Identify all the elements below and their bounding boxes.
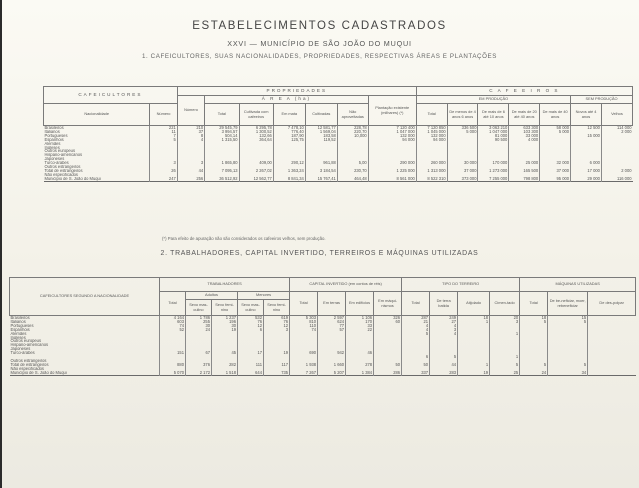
table-cell: 119,52 (305, 138, 337, 142)
col-header: Cultivadas (305, 104, 337, 126)
table-cell: 532 (238, 316, 264, 320)
table1-body (44, 126, 633, 182)
table-cell: 18 (458, 316, 490, 320)
table-cell: 880 (160, 363, 186, 367)
table-cell: 116 000 (601, 177, 632, 181)
table-cell: 1 363,24 (273, 169, 305, 173)
row-label: Ingleses (44, 145, 60, 150)
col-header: Total (290, 292, 318, 316)
table-cell: 2 267,02 (239, 169, 273, 173)
table-cell: 810 (290, 320, 318, 324)
table-cell: 282 (212, 363, 238, 367)
table-cell: 8 (177, 134, 204, 138)
table-cell: 5,00 (337, 161, 368, 165)
col-header: De be-neficiar, moer, rebeneficiar (548, 292, 588, 316)
table-cell: 27 (430, 320, 458, 324)
group-em-producao: EM PRODUÇÃO (416, 96, 570, 104)
row-label: Não especificados (10, 366, 44, 371)
table-cell: 1 047 000 (478, 130, 509, 134)
table-cell: 1 660 (318, 363, 346, 367)
table-cell: 132,66 (239, 134, 273, 138)
table-cell: 278 (346, 363, 374, 367)
table-cell: 19 (458, 371, 490, 375)
table-cell: 5 000 (447, 130, 478, 134)
table-cell: 76 (238, 320, 264, 324)
table-cell: 57 (318, 328, 346, 332)
table-cell: 18 (520, 316, 548, 320)
table-cell: 5 207 (318, 371, 346, 375)
table-trabalhadores-capital (9, 277, 636, 376)
table-cell: 1 (458, 363, 490, 367)
table-cell: 6 000 (571, 161, 602, 165)
table-cell: 12 (264, 324, 290, 328)
col-header: Em máqui-nismos (374, 292, 402, 316)
table-cell: 290,12 (273, 161, 305, 165)
row-label: Hispano-americanos (10, 343, 49, 348)
table-cell: 29 000 (571, 177, 602, 181)
table-cell: 4 (430, 332, 458, 336)
table-cell: 33 (346, 324, 374, 328)
table-cell: 409,00 (239, 161, 273, 165)
table-cell: 3 184,54 (305, 169, 337, 173)
col-header: Sexo femi-nino (212, 300, 238, 316)
section2-heading: 2. TRABALHADORES, CAPITAL INVERTIDO, TERREIROS E MÁQUINAS UTILIZADAS (160, 250, 479, 257)
table-cell: 3 (177, 161, 204, 165)
table-cell: 3 063 210 (478, 126, 509, 130)
table-cell: 3 (150, 161, 177, 165)
group-maquinas: MÁQUINAS UTILIZADAS (520, 278, 636, 292)
row-label: Turco-árabes (44, 161, 69, 166)
table-cell: 1 300,52 (239, 130, 273, 134)
col-header: De mais de 20 até 40 anos (509, 104, 540, 126)
table-cell: 290 000 (368, 161, 416, 165)
table-cell: 44 (177, 169, 204, 173)
table-cell: 464,48 (337, 177, 368, 181)
row-label: Italianos (10, 319, 26, 324)
table-cell: 74 (290, 328, 318, 332)
table-cell: 33 000 (509, 134, 540, 138)
table-cell: 34 (548, 371, 588, 375)
table-cell: 5 000 (540, 130, 571, 134)
col-header: Atijolado (458, 292, 490, 316)
table-cell: 942 (318, 351, 346, 355)
group-propriedades: PROPRIEDADES (177, 87, 416, 96)
table-cell: 6 (238, 328, 264, 332)
table-cell: 644 (238, 371, 264, 375)
col-header: Cultivada com cafeeiros (239, 104, 273, 126)
table-cell: 5 (430, 355, 458, 359)
table-cell: 25 000 (509, 161, 540, 165)
table-cell: 125,75 (273, 138, 305, 142)
group-adultos: Adultos (186, 292, 238, 300)
table-cell: 3 (490, 320, 520, 324)
group-cafeicultores: CAFEICULTORES (44, 87, 178, 104)
table-cell: 283 (430, 371, 458, 375)
row-label: Japoneses (44, 157, 65, 162)
page-title: ESTABELECIMENTOS CADASTRADOS (192, 20, 447, 32)
col-header: Em edifícios (346, 292, 374, 316)
table-cell: 77 (318, 324, 346, 328)
table-cell: 15 (548, 316, 588, 320)
table-cell: 114 000 (601, 126, 632, 130)
table-cell: 76 (264, 320, 290, 324)
table-cell: 37 (177, 130, 204, 134)
table-cell: 12 562,77 (239, 177, 273, 181)
table-cell: 690 (290, 351, 318, 355)
table-cell: 117 (264, 363, 290, 367)
table-cell: 1 047 000 (368, 130, 416, 134)
table-cell: 170 000 (478, 161, 509, 165)
col-header: Em mata (273, 104, 305, 126)
table-cell: 17 (238, 351, 264, 355)
table-cell: 624 (318, 320, 346, 324)
group-capital: CAPITAL INVERTIDO (em contos de réis) (290, 278, 402, 292)
table-cell: 260 000 (416, 161, 447, 165)
table-cell: 30 (212, 324, 238, 328)
col-header: Não aproveitadas (337, 104, 368, 126)
table2-body (10, 316, 636, 376)
table-cell: 32 000 (540, 161, 571, 165)
table-cell: 58 000 (540, 126, 571, 130)
col-header: De terra batida (430, 292, 458, 316)
row-label: Total de estrangeiros (10, 362, 49, 367)
table-cell: 619 (264, 316, 290, 320)
table-cell: 1 315,50 (205, 138, 239, 142)
table-cell: 52 (160, 328, 186, 332)
col-header: CAFEICULTORES SEGUNDO A NACIONALIDADE (10, 278, 160, 316)
row-label: Brasileiros (44, 125, 64, 130)
table-cell: 7 095,13 (205, 169, 239, 173)
table-cell: 336 500 (447, 126, 478, 130)
table-cell: 326 (374, 316, 402, 320)
table-cell: 1 938 (290, 363, 318, 367)
table-cell: 228,78 (337, 126, 368, 130)
row-label: Ingleses (10, 335, 26, 340)
table-cell: 1 045 000 (416, 130, 447, 134)
row-label: Japoneses (10, 347, 31, 352)
row-label: Portugueses (10, 323, 34, 328)
col-header: Total (416, 104, 447, 126)
table-cell: 2 000 (601, 169, 632, 173)
table-cell: 337 (402, 371, 430, 375)
table-cell: 50 (374, 363, 402, 367)
table-cell: 90 500 (478, 138, 509, 142)
page-edge (0, 0, 2, 488)
table-cell: 19 (264, 351, 290, 355)
row-label: Outros europeus (10, 339, 41, 344)
table-cell: 961,88 (305, 161, 337, 165)
table-cell: 17 000 (571, 169, 602, 173)
table-cell: 26 (150, 169, 177, 173)
table-cell: 1 569,04 (305, 130, 337, 134)
table-cell: 8 522 310 (416, 177, 447, 181)
col-header: Cimen-tado (490, 292, 520, 316)
table-cell: 24 (186, 328, 212, 332)
row-label: Turco-árabes (10, 351, 35, 356)
table-cell: 247 (150, 177, 177, 181)
col-header: Nacionalidade (44, 104, 150, 126)
table-cell: 1 106 (346, 316, 374, 320)
col-header: Plantação existente (milhares) (*) (368, 96, 416, 126)
table-cell: 5 (520, 363, 548, 367)
table-cell: 22 (346, 328, 374, 332)
table-cell: 2 597 (318, 316, 346, 320)
table-cell: 74 (160, 324, 186, 328)
table-cell: 21 (402, 320, 430, 324)
table-cell: 255 (186, 320, 212, 324)
table-cell: 2 172 (186, 371, 212, 375)
table-cell: 3 (264, 328, 290, 332)
table-cell: 12 (238, 324, 264, 328)
table-cell: 1 313 000 (416, 169, 447, 173)
table-cell: 4 (430, 324, 458, 328)
table-cell: 4 (177, 138, 204, 142)
table-cell: 5 (402, 332, 430, 336)
table-cell: 5 (150, 138, 177, 142)
table-cell: 376 (186, 363, 212, 367)
table-cell: 286 (374, 371, 402, 375)
group-menores: Menores (238, 292, 290, 300)
row-label: Portugueses (44, 133, 68, 138)
col-header: Em terras (318, 292, 346, 316)
table-cell: 1 (458, 320, 490, 324)
table-cell: 25 (490, 371, 520, 375)
table-cell: 633 300 (509, 126, 540, 130)
col-header: De menos de 4 anos 6 anos (447, 104, 478, 126)
group-cafeeiros: C A F E E I R O S (416, 87, 632, 96)
table-cell: 132 000 (368, 134, 416, 138)
table-cell: 46 (346, 351, 374, 355)
table-cell: 132 000 (416, 134, 447, 138)
table-cell: 8 841,34 (273, 177, 305, 181)
table-cell: 165 500 (509, 169, 540, 173)
row-label: Outros europeus (44, 149, 75, 154)
table-cell: 30 (186, 324, 212, 328)
table-cell: 4 (402, 324, 430, 328)
table-cell: 187,90 (273, 134, 305, 138)
table-cell: 94 000 (416, 138, 447, 142)
table-cell: 7 120 850 (416, 126, 447, 130)
table-cell: 36 512,92 (205, 177, 239, 181)
table-cell: 151 (160, 351, 186, 355)
group-sem-producao: SEM PRODUÇÃO (571, 96, 633, 104)
col-header: De mais de 40 anos (540, 104, 571, 126)
row-label: Outros estrangeiros (44, 165, 81, 169)
table-cell: 220,70 (337, 130, 368, 134)
table-cafeicultores-propriedades (43, 86, 633, 182)
table-cell: 210 (177, 126, 204, 130)
table-cell: 373 000 (447, 177, 478, 181)
table-cell: 30 000 (447, 161, 478, 165)
table-cell: 94 000 (368, 138, 416, 142)
row-label: Alemães (10, 331, 27, 336)
table-cell: 12 500 (571, 126, 602, 130)
table-cell: 5 070 (160, 371, 186, 375)
table-cell: 7 478,10 (273, 126, 305, 130)
col-header: Total (520, 292, 548, 316)
table-cell: 196 (212, 320, 238, 324)
col-header: Sexo mas-culino (186, 300, 212, 316)
section1-heading: 1. CAFEICULTORES, SUAS NACIONALIDADES, PROPRIEDADES, RESPECTIVAS ÁREAS E PLANTAÇÕES (141, 53, 497, 60)
table-cell: 10,000 (337, 134, 368, 138)
table-cell: 15 767,41 (305, 177, 337, 181)
col-header: Sexo femi-nino (264, 300, 290, 316)
table-cell: 6 (402, 355, 430, 359)
table-cell: 12 581,77 (305, 126, 337, 130)
table-cell: 776,40 (273, 130, 305, 134)
table-cell: 170 (346, 320, 374, 324)
table-cell: 1 384 (346, 371, 374, 375)
table-cell: 111 (238, 363, 264, 367)
table-cell: 81 000 (478, 134, 509, 138)
table-cell: 5 (548, 363, 588, 367)
col-header: Total (402, 292, 430, 316)
table-cell: 7 267 (290, 371, 318, 375)
table-cell: 4 000 (509, 138, 540, 142)
table-cell: 735 (264, 371, 290, 375)
table-row (10, 371, 636, 375)
table-cell: 3 (430, 328, 458, 332)
table-cell: 1 865,80 (205, 161, 239, 165)
municipio-heading: XXVI — MUNICÍPIO DE SÃO JOÃO DO MUQUI (227, 39, 412, 48)
col-header: Número (150, 104, 177, 126)
table-cell: 95 000 (540, 177, 571, 181)
row-label: Não especificados (44, 172, 78, 177)
table-cell: 44 (430, 363, 458, 367)
table-cell: 5 (520, 320, 548, 324)
table-cell: 37 000 (447, 169, 478, 173)
table-cell: 3 994,57 (205, 130, 239, 134)
group-area: Á R E A (ha) (205, 96, 368, 104)
table-row (44, 177, 633, 181)
table-cell: 798 800 (509, 177, 540, 181)
col-header: Novos até 4 anos (571, 104, 602, 126)
table-cell: 29 545,79 (205, 126, 239, 130)
table-cell: 8 561 000 (368, 177, 416, 181)
table-cell: 230,70 (337, 169, 368, 173)
table-cell: 7 120 400 (368, 126, 416, 130)
group-terreiro: TIPO DO TERREIRO (402, 278, 520, 292)
table-cell: 24 (520, 371, 548, 375)
table-cell: 1 (490, 332, 520, 336)
table-cell: 4 (402, 328, 430, 332)
table-cell: 1 786 (186, 316, 212, 320)
table-cell: 50 (402, 363, 430, 367)
table-cell: 19 (212, 328, 238, 332)
table-cell: 1 225 000 (368, 169, 416, 173)
table-cell: 221 (150, 126, 177, 130)
table-cell: 1 237 (212, 316, 238, 320)
table-cell: 20 (490, 316, 520, 320)
table-cell: 7 255 000 (478, 177, 509, 181)
table-cell: 37 000 (540, 169, 571, 173)
row-label: Brasileiros (10, 315, 30, 320)
table-cell: 287 (402, 316, 430, 320)
table-cell: 5 (548, 320, 588, 324)
table-cell: 1 273 000 (478, 169, 509, 173)
table-cell: 6 295,78 (239, 126, 273, 130)
table-cell: 67 (186, 351, 212, 355)
table-cell: 5 (490, 363, 520, 367)
table-cell: 256 (177, 177, 204, 181)
col-header: De mais de 6 até 10 anos (478, 104, 509, 126)
col-header: Número (177, 96, 204, 126)
table-cell: 2 000 (601, 130, 632, 134)
table-cell: 504,14 (205, 134, 239, 138)
footnote: (*) Para efeito de apuração não são considerados os cafeeiros velhos, sem produção. (162, 236, 326, 241)
table-cell: 11 (150, 130, 177, 134)
table-cell: 110 (290, 324, 318, 328)
row-label: Italianos (44, 129, 60, 134)
row-label: Hispano-americanos (44, 153, 83, 158)
table-cell: 364,64 (239, 138, 273, 142)
table-cell: 60 (374, 320, 402, 324)
row-label: Outros estrangeiros (10, 358, 47, 363)
table-cell: 1 518 (212, 371, 238, 375)
row-label: Alemães (44, 141, 61, 146)
row-label: Espanhóis (10, 327, 30, 332)
table-cell: 1 (490, 355, 520, 359)
col-header: Total (205, 104, 239, 126)
col-header: Sexo mas-culino (238, 300, 264, 316)
table-cell: 4 164 (160, 316, 186, 320)
table-cell: 15 000 (571, 134, 602, 138)
table-cell: 249 (430, 316, 458, 320)
row-label: Espanhóis (44, 137, 64, 142)
col-header: Velhos (601, 104, 632, 126)
table-cell: 5 303 (290, 316, 318, 320)
table-cell: 603 (160, 320, 186, 324)
row-label: Município de S. João do Muqui (10, 370, 67, 375)
col-header: De des-polpar (588, 292, 636, 316)
table-cell: 183,58 (305, 134, 337, 138)
group-trabalhadores: TRABALHADORES (160, 278, 290, 292)
table-cell: 7 (150, 134, 177, 138)
table-cell: 45 (212, 351, 238, 355)
row-label: Total de estrangeiros (44, 168, 83, 173)
table-cell: 103 300 (509, 130, 540, 134)
table-cell (588, 371, 636, 375)
col-header: Total (160, 292, 186, 316)
row-label: Município de S. João do Muqui (44, 176, 101, 181)
